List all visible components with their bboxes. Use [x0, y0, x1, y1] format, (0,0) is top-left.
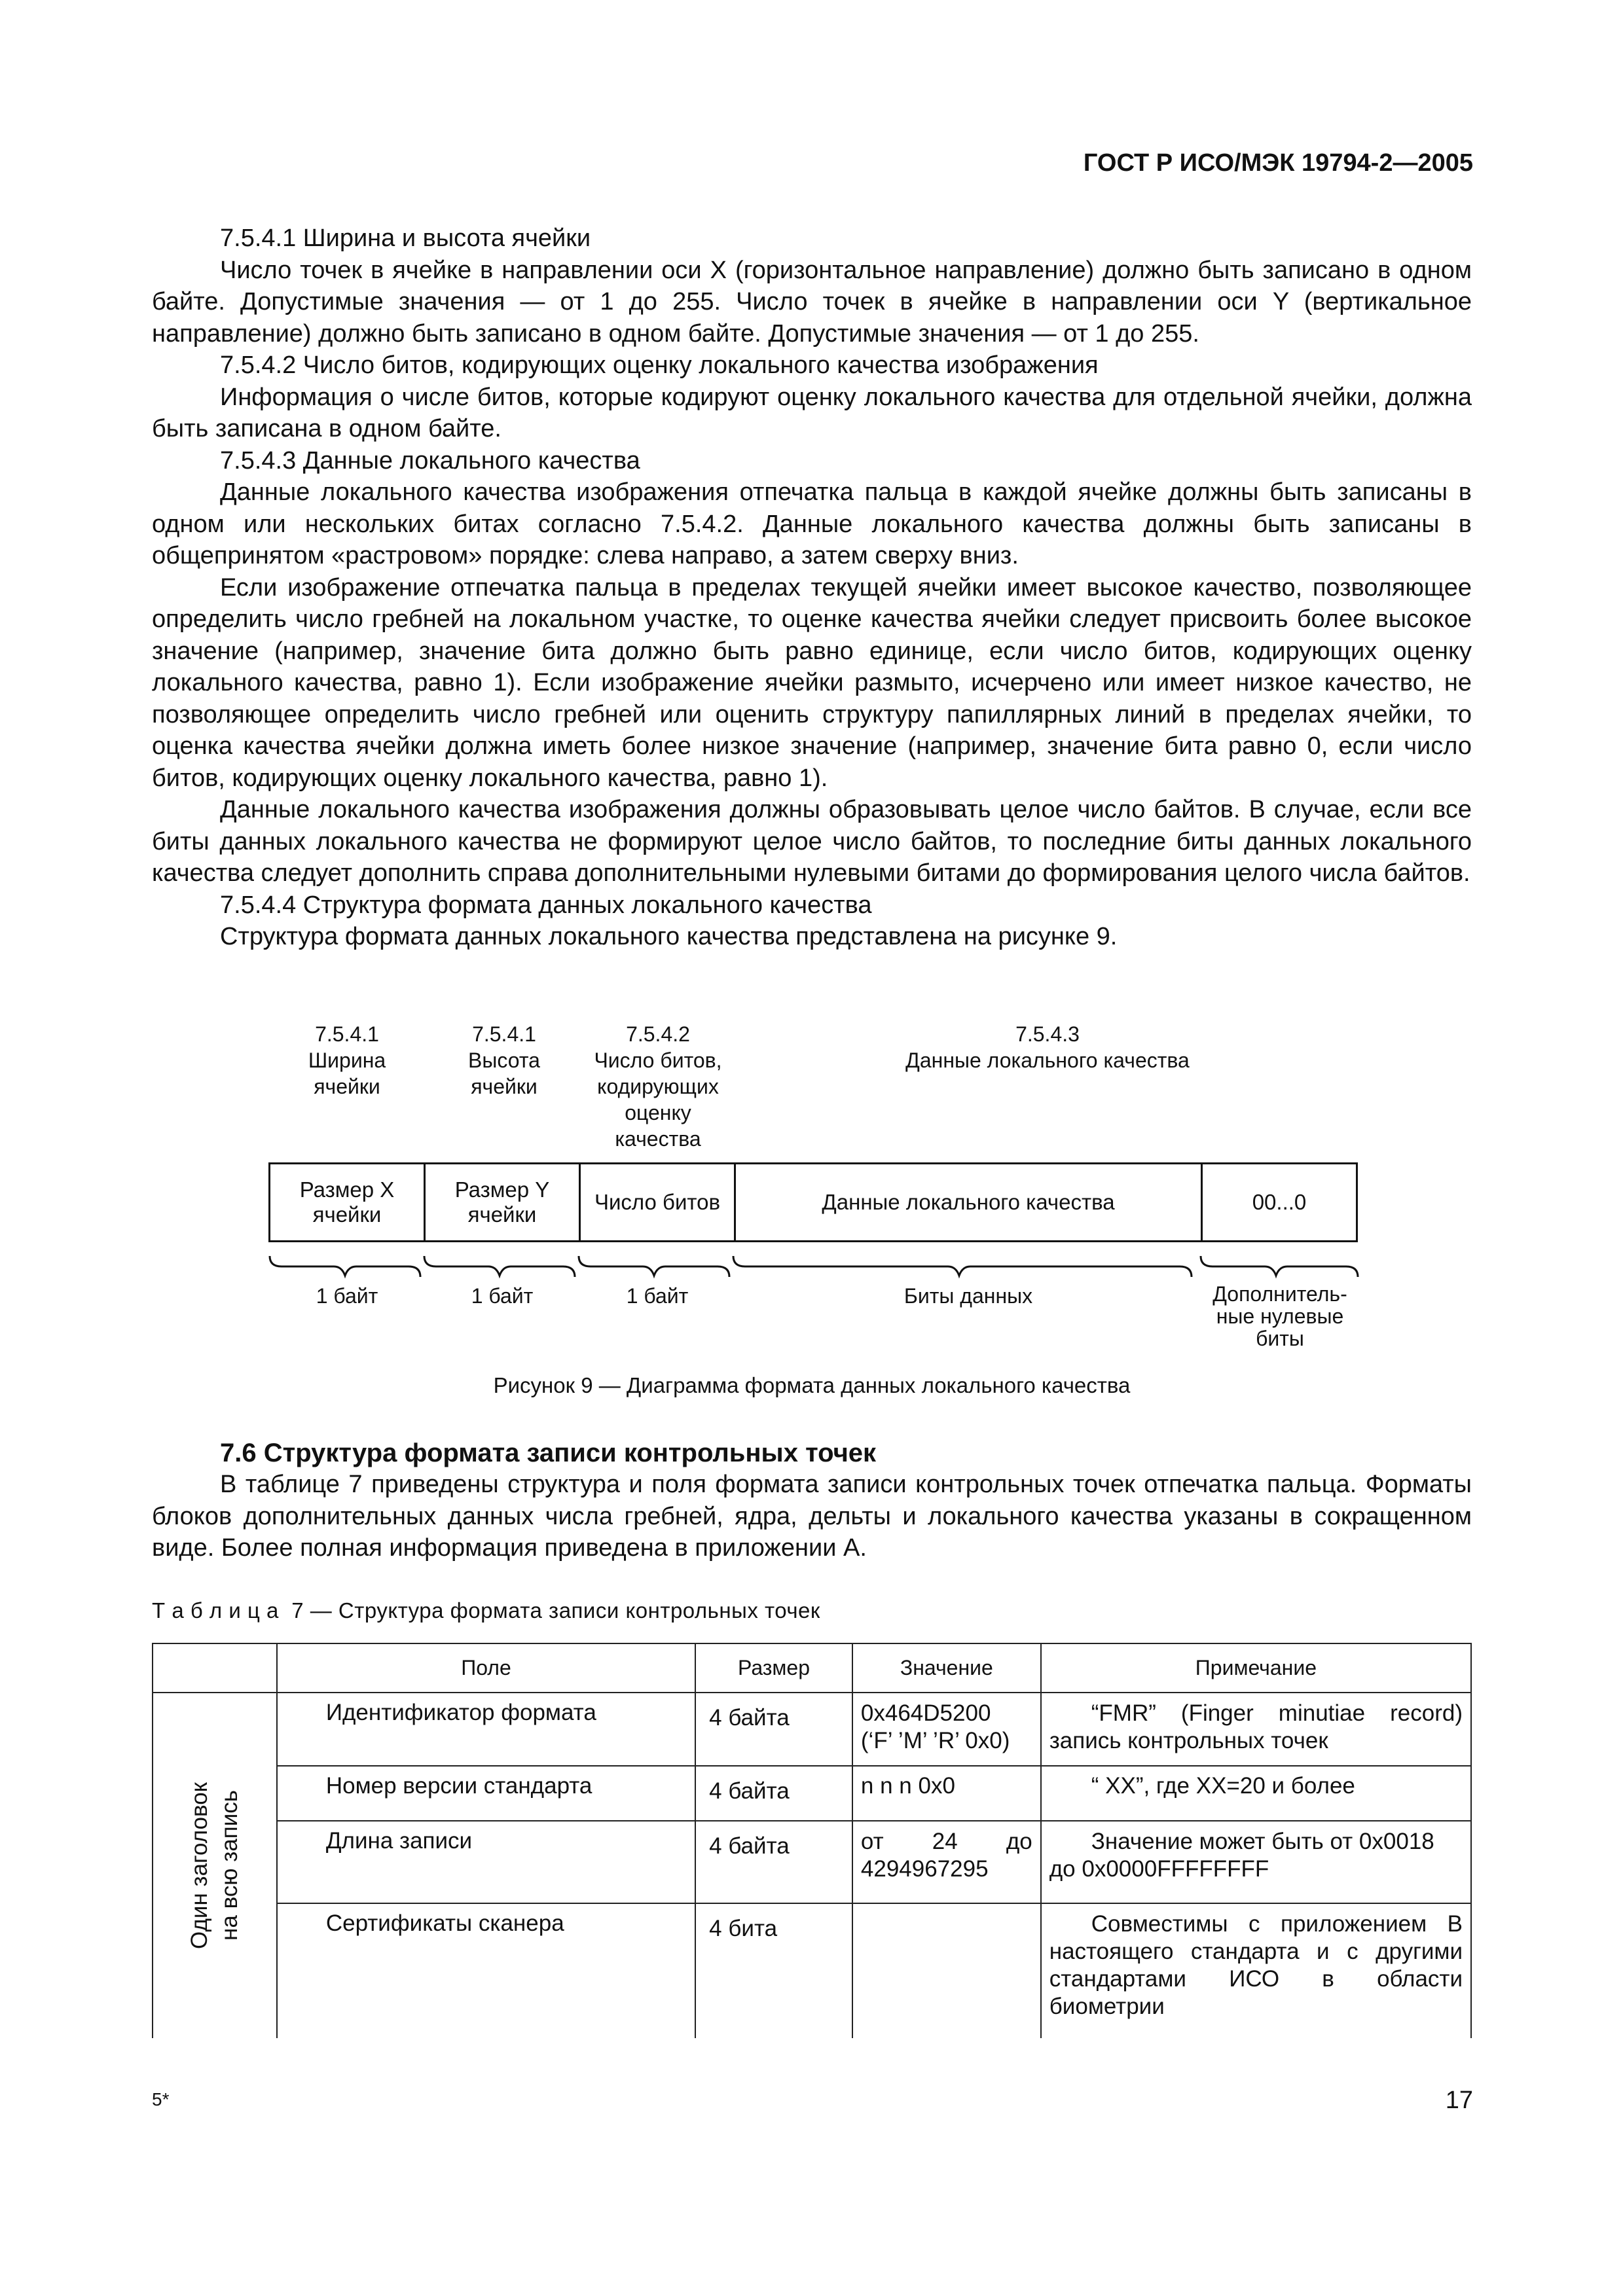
paragraph: Если изображение отпечатка пальца в пределах текущей ячейки имеет высокое качество, позволяющее определить число гребней на локальном участке, то оценке качества ячейки следует присвоить более высокое значение (например, значение бита должно быть равно единице, если число битов, кодирующих оценку локального качества, равно 1). Если изображение ячейки размыто, исчерчено или имеет низкое качество, не позволяющее определить число гребней или оценить структуру папиллярных линий в пределах ячейки, то оценка качества ячейки должна иметь более низкое значение (например, значение бита равно 0, если число битов, кодирующих оценку локального качества, равно 1).: [152, 573, 1472, 792]
paragraph: Структура формата данных локального качества представлена на рисунке 9.: [220, 923, 1118, 950]
page-number: 17: [1445, 2087, 1473, 2114]
group-label: Один заголовок на всю запись: [186, 1782, 242, 1949]
brace-label-2: 1 байт: [471, 1284, 534, 1308]
cell-value: [852, 1903, 1041, 2038]
box-size-x: Размер X ячейки: [268, 1162, 426, 1242]
box-padding: 00...0: [1201, 1162, 1358, 1242]
header-value: Значение: [852, 1643, 1041, 1693]
brace-label-4: Биты данных: [903, 1284, 1033, 1308]
table-header-row: [153, 1643, 1471, 1693]
cell-size: 4 байта: [695, 1693, 852, 1766]
box-size-y: Размер Y ячейки: [424, 1162, 581, 1242]
cell-note: Совместимы с приложением В настоящего стандарта и с другими стандартами ИСО в области биометрии: [1041, 1903, 1471, 2038]
footer-mark: 5*: [152, 2089, 170, 2109]
cell-value: n n n 0x0: [852, 1766, 1041, 1821]
cell-field: Сертификаты сканера: [277, 1903, 695, 2038]
body-text: [152, 223, 1472, 953]
header-size: Размер: [695, 1643, 852, 1693]
table-title-rest: — Структура формата записи контрольных точек: [304, 1598, 820, 1623]
cell-note: “FMR” (Finger minutiae record) запись контрольных точек: [1041, 1693, 1471, 1766]
section-title: 7.6 Структура формата записи контрольных точек: [220, 1439, 877, 1467]
figure-caption: Рисунок 9 — Диаграмма формата данных локального качества: [493, 1373, 1131, 1397]
header-empty: [153, 1643, 277, 1693]
table-row: [153, 1693, 1471, 1766]
cell-value: от 24 до 4294967295: [852, 1821, 1041, 1903]
group-label-cell: [153, 1693, 277, 2038]
brace-label-5: Дополнитель- ные нулевые биты: [1213, 1282, 1347, 1350]
cell-size: 4 байта: [695, 1821, 852, 1903]
paragraph: 7.5.4.2 Число битов, кодирующих оценку локального качества изображения: [220, 351, 1099, 379]
cell-field: Номер версии стандарта: [277, 1766, 695, 1821]
brace-label-3: 1 байт: [626, 1284, 689, 1308]
label-cell-width: 7.5.4.1 Ширина ячейки: [308, 1022, 386, 1098]
paragraph: Число точек в ячейке в направлении оси X (горизонтальное направление) должно быть записано в одном байте. Допустимые значения — от 1 до 255. Число точек в ячейке в направлении оси Y (вертикальное направление) должно быть записано в одном байте. Допустимые значения — от 1 до 255.: [152, 256, 1472, 348]
cell-field: Длина записи: [277, 1821, 695, 1903]
box-quality-data: Данные локального качества: [734, 1162, 1203, 1242]
document-header: ГОСТ Р ИСО/МЭК 19794-2—2005: [1083, 149, 1473, 177]
paragraph: Данные локального качества изображения отпечатка пальца в каждой ячейке должны быть записаны в одном или нескольких битах согласно 7.5.4.2. Данные локального качества должны быть записаны в общепринятом «растровом» порядке: слева направо, а затем сверху вниз.: [152, 478, 1472, 569]
box-num-bits: Число битов: [579, 1162, 736, 1242]
cell-note: “ XX”, где XX=20 и более: [1041, 1766, 1471, 1821]
section-text: В таблице 7 приведены структура и поля формата записи контрольных точек отпечатка пальца. Форматы блоков дополнительных данных числа гребней, ядра, дельты и локального качества указаны в сокращенном виде. Более полная информация приведена в приложении А.: [152, 1471, 1472, 1562]
table-row: [153, 1903, 1471, 2038]
cell-size: 4 байта: [695, 1766, 852, 1821]
table-row: [153, 1821, 1471, 1903]
paragraph: 7.5.4.3 Данные локального качества: [220, 446, 640, 475]
table-7: [152, 1643, 1472, 2038]
table-title: [152, 1598, 820, 1623]
table-row: [153, 1766, 1471, 1821]
header-field: Поле: [277, 1643, 695, 1693]
cell-note: Значение может быть от 0x0018 до 0x0000FFFFFFFF: [1041, 1821, 1471, 1903]
paragraph: 7.5.4.4 Структура формата данных локального качества: [220, 891, 872, 919]
header-note: Примечание: [1041, 1643, 1471, 1693]
label-quality-data: 7.5.4.3 Данные локального качества: [905, 1022, 1190, 1072]
cell-size: 4 бита: [695, 1903, 852, 2038]
label-cell-height: 7.5.4.1 Высота ячейки: [468, 1022, 540, 1098]
paragraph: Данные локального качества изображения должны образовывать целое число байтов. В случае, если все биты данных локального качества не формируют целое число байтов, то последние биты данных локального качества следует дополнить справа дополнительными нулевыми битами до формирования целого числа байтов.: [152, 796, 1472, 887]
paragraph: 7.5.4.1 Ширина и высота ячейки: [220, 224, 591, 252]
table-title-prefix: Т а б л и ц а 7: [152, 1598, 304, 1623]
cell-value: 0x464D5200 (‘F’ ’M’ ’R’ 0x0): [852, 1693, 1041, 1766]
section-7-6: [152, 1437, 1472, 1564]
paragraph: Информация о числе битов, которые кодируют оценку локального качества для отдельной ячейки, должна быть записана в одном байте.: [152, 383, 1472, 442]
label-bits-count: 7.5.4.2 Число битов, кодирующих оценку качества: [594, 1022, 722, 1151]
brace-label-1: 1 байт: [316, 1284, 378, 1308]
cell-field: Идентификатор формата: [277, 1693, 695, 1766]
